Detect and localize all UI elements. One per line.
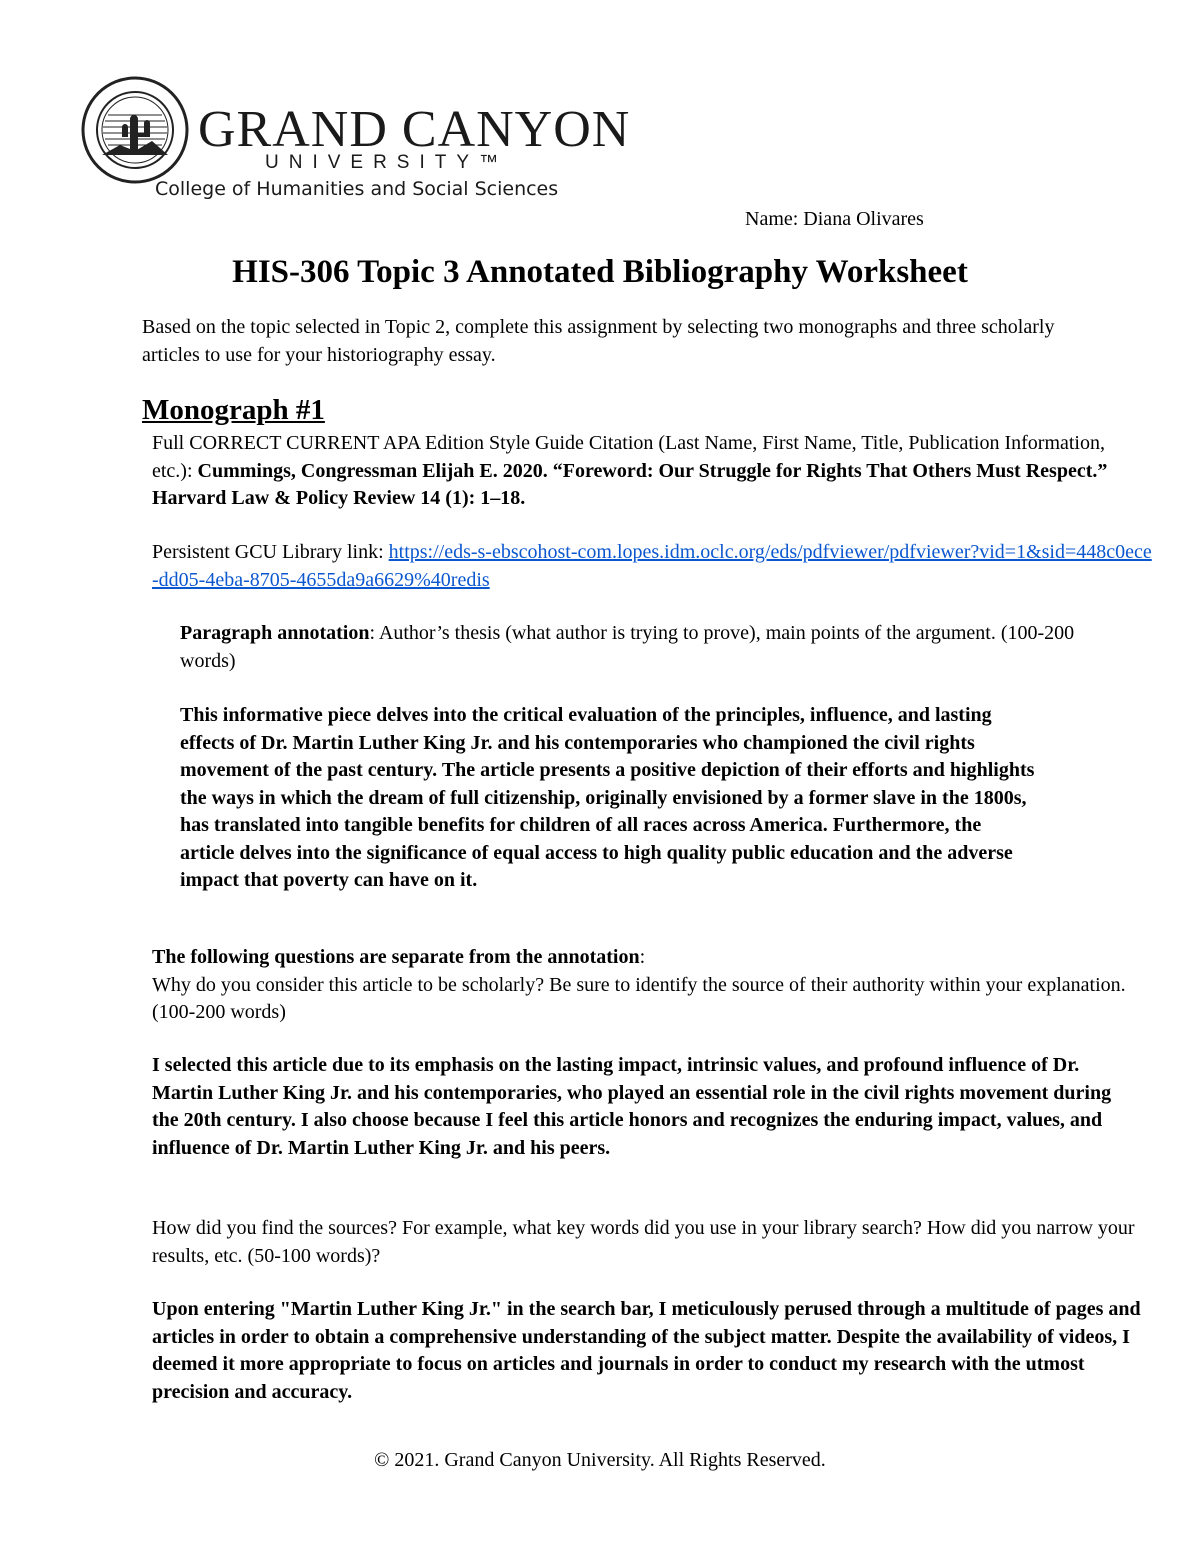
college-name: College of Humanities and Social Sciences [155, 178, 559, 200]
annotation-answer: This informative piece delves into the critical evaluation of the principles, influence, and lasting effects of Dr. Martin Luther King Jr. and his contemporaries who championed the civil rights movement of the past century. The article presents a positive depiction of their efforts and highlights the ways in which the dream of full citizenship, originally envisioned by a former slave in the 1800s, has translated into tangible benefits for children of all races across America. Furthermore, the article delves into the significance of equal access to high quality public education and the adverse impact that poverty can have on it. [180, 704, 1035, 891]
citation-prompt: Full CORRECT CURRENT APA Edition Style Guide Citation (Last Name, First Name, Title, Publication Information, etc.): [152, 432, 1105, 482]
university-seal-icon [80, 75, 190, 185]
question-1: Why do you consider this article to be scholarly? Be sure to identify the source of their authority within your explanation. (100-200 words) [152, 973, 1126, 1023]
page-title: HIS-306 Topic 3 Annotated Bibliography Worksheet [232, 254, 968, 290]
library-link-block [152, 539, 1152, 594]
questions-heading: The following questions are separate from the annotation [152, 946, 640, 968]
annotation-prompt-text: : Author’s thesis (what author is trying to prove), main points of the argument. (100-200 words) [180, 622, 1075, 672]
question-block-1 [152, 944, 1152, 1027]
question-2: How did you find the sources? For example, what key words did you use in your library search? How did you narrow your results, etc. (50-100 words)? [152, 1217, 1135, 1267]
answer-1: I selected this article due to its emphasis on the lasting impact, intrinsic values, and profound influence of Dr. Martin Luther King Jr. and his contemporaries, who played an essential role in the civil rights movement during the 20th century. I also choose because I feel this article honors and recognizes the enduring impact, values, and influence of Dr. Martin Luther King Jr. and his peers. [152, 1054, 1112, 1159]
copyright-footer: © 2021. Grand Canyon University. All Rights Reserved. [374, 1449, 826, 1471]
annotation-label: Paragraph annotation [180, 622, 370, 644]
student-name: Name: Diana Olivares [745, 208, 924, 230]
citation-answer: Cummings, Congressman Elijah E. 2020. “Foreword: Our Struggle for Rights That Others Must Respect.” Harvard Law & Policy Review 14 (1): 1–18. [152, 459, 1108, 509]
questions-heading-colon: : [639, 946, 646, 968]
university-subtitle: UNIVERSITY™ [265, 152, 509, 173]
citation-block [152, 430, 1142, 513]
intro-paragraph: Based on the topic selected in Topic 2, complete this assignment by selecting two monographs and three scholarly articles to use for your historiography essay. [142, 316, 1055, 366]
library-link[interactable]: https://eds-s-ebscohost-com.lopes.idm.oclc.org/eds/pdfviewer/pdfviewer?vid=1&sid=448c0ece-dd05-4eba-8705-4655da9a6629%40redis [152, 541, 1152, 591]
annotation-prompt [180, 620, 1080, 675]
library-link-label: Persistent GCU Library link: [152, 541, 389, 563]
monograph-heading: Monograph #1 [142, 394, 325, 426]
university-wordmark: GRAND CANYON [198, 101, 631, 158]
answer-2: Upon entering "Martin Luther King Jr." in the search bar, I meticulously perused through a multitude of pages and articles in order to obtain a comprehensive understanding of the subject matter. Despite the availability of videos, I deemed it more appropriate to focus on articles and journals in order to conduct my research with the utmost precision and accuracy. [152, 1298, 1141, 1403]
